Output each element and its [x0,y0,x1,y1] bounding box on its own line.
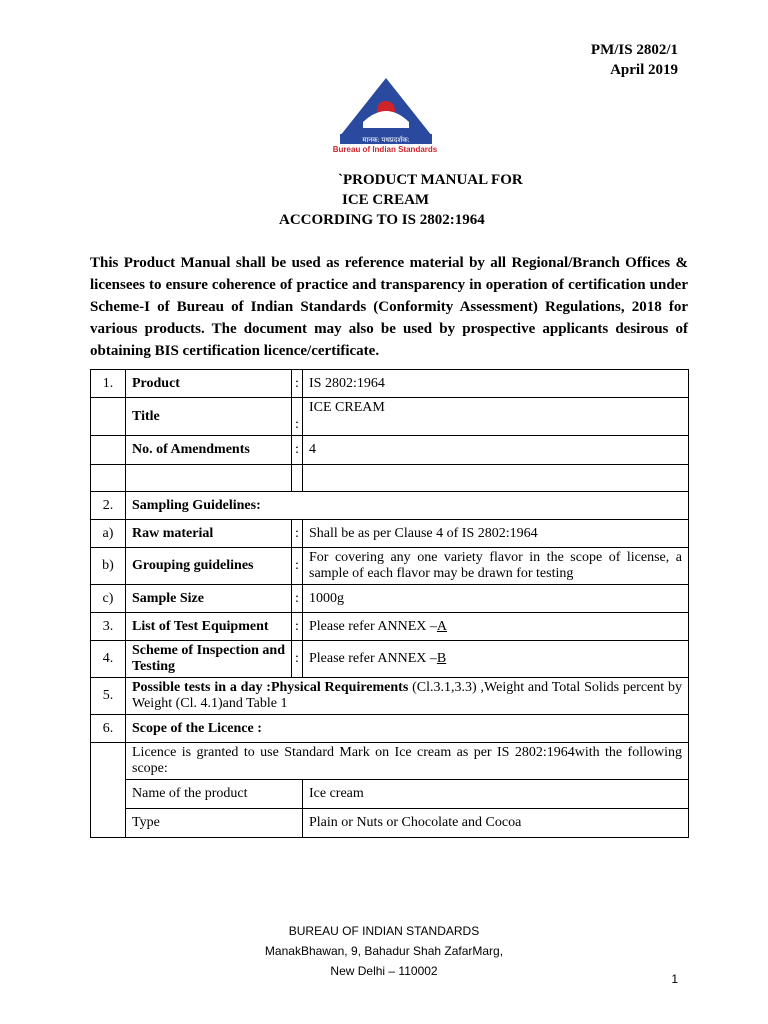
footer-line-2: ManakBhawan, 9, Bahadur Shah ZafarMarg, [264,944,504,958]
row-label: Sample Size [126,585,292,613]
scope-value: Plain or Nuts or Chocolate and Cocoa [303,809,689,838]
row-label: Title [126,398,292,436]
colon: : [292,398,303,436]
colon: : [292,641,303,678]
row-value: 4 [303,436,689,465]
row-value: ICE CREAM [303,398,689,436]
row-label: Grouping guidelines [126,548,292,585]
scope-label: Name of the product [126,780,303,809]
page-footer [0,921,768,981]
colon: : [292,436,303,465]
document-reference [591,40,678,80]
table-row-empty [91,465,689,492]
page-number: 1 [671,972,678,986]
row-number: 3. [91,613,126,641]
row-value: 1000g [303,585,689,613]
section-heading: Scope of the Licence : [126,715,689,743]
doc-code: PM/IS 2802/1 [590,42,678,58]
table-row [91,715,689,743]
colon: : [292,520,303,548]
table-row [91,613,689,641]
table-row [91,585,689,613]
doc-date: April 2019 [610,62,678,78]
intro-paragraph: This Product Manual shall be used as reference material by all Regional/Branch Offices & licensees to ensure coherence of practice and transparency in operation of certification under Scheme-I of Bureau of Indian Standards (Conformity Assessment) Regulations, 2018 for various products. The document may also be used by prospective applicants desirous of obtaining BIS certification licence/certificate. [90,255,688,359]
row-number: 1. [91,370,126,398]
row-number: 5. [91,678,126,715]
row-value: Please refer ANNEX –A [303,613,689,641]
scope-text: Licence is granted to use Standard Mark on Ice cream as per IS 2802:1964with the following scope: [126,743,689,780]
scope-value: Ice cream [303,780,689,809]
row-number: 2. [91,492,126,520]
annex-a-link[interactable]: A [436,618,448,634]
table-row [91,370,689,398]
row-number: b) [91,548,126,585]
colon: : [292,370,303,398]
table-row [91,809,689,838]
colon: : [292,585,303,613]
row-value: Shall be as per Clause 4 of IS 2802:1964 [303,520,689,548]
logo-caption: Bureau of Indian Standards [332,145,438,154]
colon: : [292,613,303,641]
row-label: Product [126,370,292,398]
row-value: Please refer ANNEX –B [303,641,689,678]
table-row [91,492,689,520]
title-line-3: ACCORDING TO IS 2802:1964 [279,212,485,228]
row-number: c) [91,585,126,613]
logo-hindi-text: मानक: पथप्रदर्शक: [362,136,410,144]
table-row [91,548,689,585]
annex-b-link[interactable]: B [436,651,447,666]
row-label: No. of Amendments [126,436,292,465]
row-label: Scheme of Inspection and Testing [126,641,292,678]
table-row [91,398,689,436]
row-text: Possible tests in a day :Physical Requirements (Cl.3.1,3.3) ,Weight and Total Solids percent by Weight (Cl. 4.1)and Table 1 [126,678,689,715]
table-row [91,743,689,780]
section-heading: Sampling Guidelines: [126,492,689,520]
colon: : [292,548,303,585]
product-spec-table [90,369,689,838]
row-value: For covering any one variety flavor in the scope of license, a sample of each flavor may be drawn for testing [303,548,689,585]
table-row [91,678,689,715]
scope-label: Type [126,809,303,838]
row-number: 4. [91,641,126,678]
row-number: a) [91,520,126,548]
bis-logo-icon [336,76,436,156]
title-line-2: ICE CREAM [342,192,430,208]
row-number: 6. [91,715,126,743]
footer-line-3: New Delhi – 110002 [330,964,438,978]
row-label: List of Test Equipment [126,613,292,641]
table-row [91,780,689,809]
table-row [91,436,689,465]
table-row [91,520,689,548]
row-value: IS 2802:1964 [303,370,689,398]
row-label: Raw material [126,520,292,548]
title-line-1: `PRODUCT MANUAL FOR [338,172,523,188]
table-row [91,641,689,678]
footer-line-1: BUREAU OF INDIAN STANDARDS [288,924,480,938]
